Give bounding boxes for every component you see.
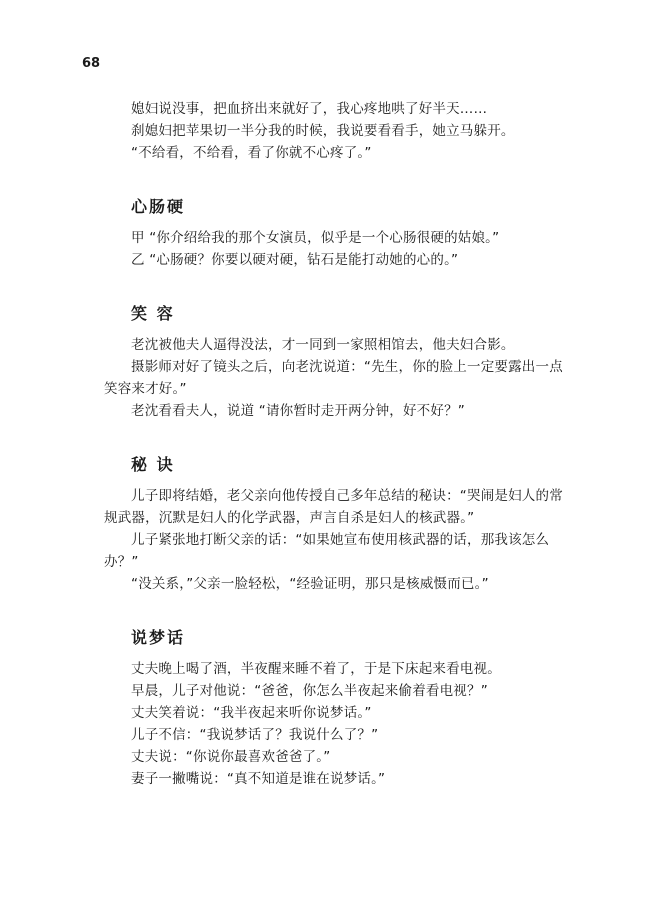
section-heading: 笑 容 bbox=[131, 304, 175, 323]
paragraph: 儿子不信：“我说梦话了？我说什么了？” bbox=[131, 727, 379, 743]
paragraph: 摄影师对好了镜头之后，向老沈说道：“先生，你的脸上一定要露出一点笑容来才好。” bbox=[104, 359, 563, 397]
page-content bbox=[104, 98, 569, 790]
paragraph: 老沈被他夫人逼得没法，才一同到一家照相馆去，他夫妇合影。 bbox=[131, 337, 515, 353]
section-sleeptalk bbox=[104, 625, 569, 790]
paragraph: 妻子一撇嘴说：“真不知道是谁在说梦话。” bbox=[131, 771, 386, 787]
paragraph: “不给看，不给看，看了你就不心疼了。” bbox=[131, 145, 372, 161]
section-intro bbox=[104, 98, 569, 164]
section-smile bbox=[104, 301, 569, 422]
section-heading: 心肠硬 bbox=[131, 197, 186, 216]
paragraph: 丈夫笑着说：“我半夜起来听你说梦话。” bbox=[131, 705, 372, 721]
paragraph: 儿子即将结婚，老父亲向他传授自己多年总结的秘诀：“哭闹是妇人的常规武器，沉默是妇人的化学武器，声言自杀是妇人的核武器。” bbox=[104, 488, 563, 526]
paragraph: 儿子紧张地打断父亲的话：“如果她宣布使用核武器的话，那我该怎么办？” bbox=[104, 532, 550, 570]
page-number: 68 bbox=[82, 56, 101, 71]
paragraph: 媳妇说没事，把血挤出来就好了，我心疼地哄了好半天…… bbox=[131, 101, 488, 117]
paragraph: 老沈看看夫人，说道 “请你暂时走开两分钟，好不好？” bbox=[131, 403, 465, 419]
section-secret bbox=[104, 452, 569, 595]
paragraph: 甲 “你介绍给我的那个女演员，似乎是一个心肠很硬的姑娘。” bbox=[131, 230, 500, 246]
section-heading: 说梦话 bbox=[131, 628, 186, 647]
paragraph: 乙 “心肠硬？你要以硬对硬，钻石是能打动她的心的。” bbox=[131, 252, 459, 268]
paragraph: 丈夫晚上喝了酒，半夜醒来睡不着了，于是下床起来看电视。 bbox=[131, 661, 501, 677]
paragraph: 早晨，儿子对他说：“爸爸，你怎么半夜起来偷着看电视？” bbox=[131, 683, 488, 699]
paragraph: 刹媳妇把苹果切一半分我的时候，我说要看看手，她立马躲开。 bbox=[131, 123, 515, 139]
section-heart bbox=[104, 194, 569, 271]
paragraph: 丈夫说：“你说你最喜欢爸爸了。” bbox=[131, 749, 331, 765]
section-heading: 秘 诀 bbox=[131, 455, 175, 474]
paragraph: “没关系，”父亲一脸轻松，“经验证明，那只是核威慑而已。” bbox=[131, 576, 489, 592]
